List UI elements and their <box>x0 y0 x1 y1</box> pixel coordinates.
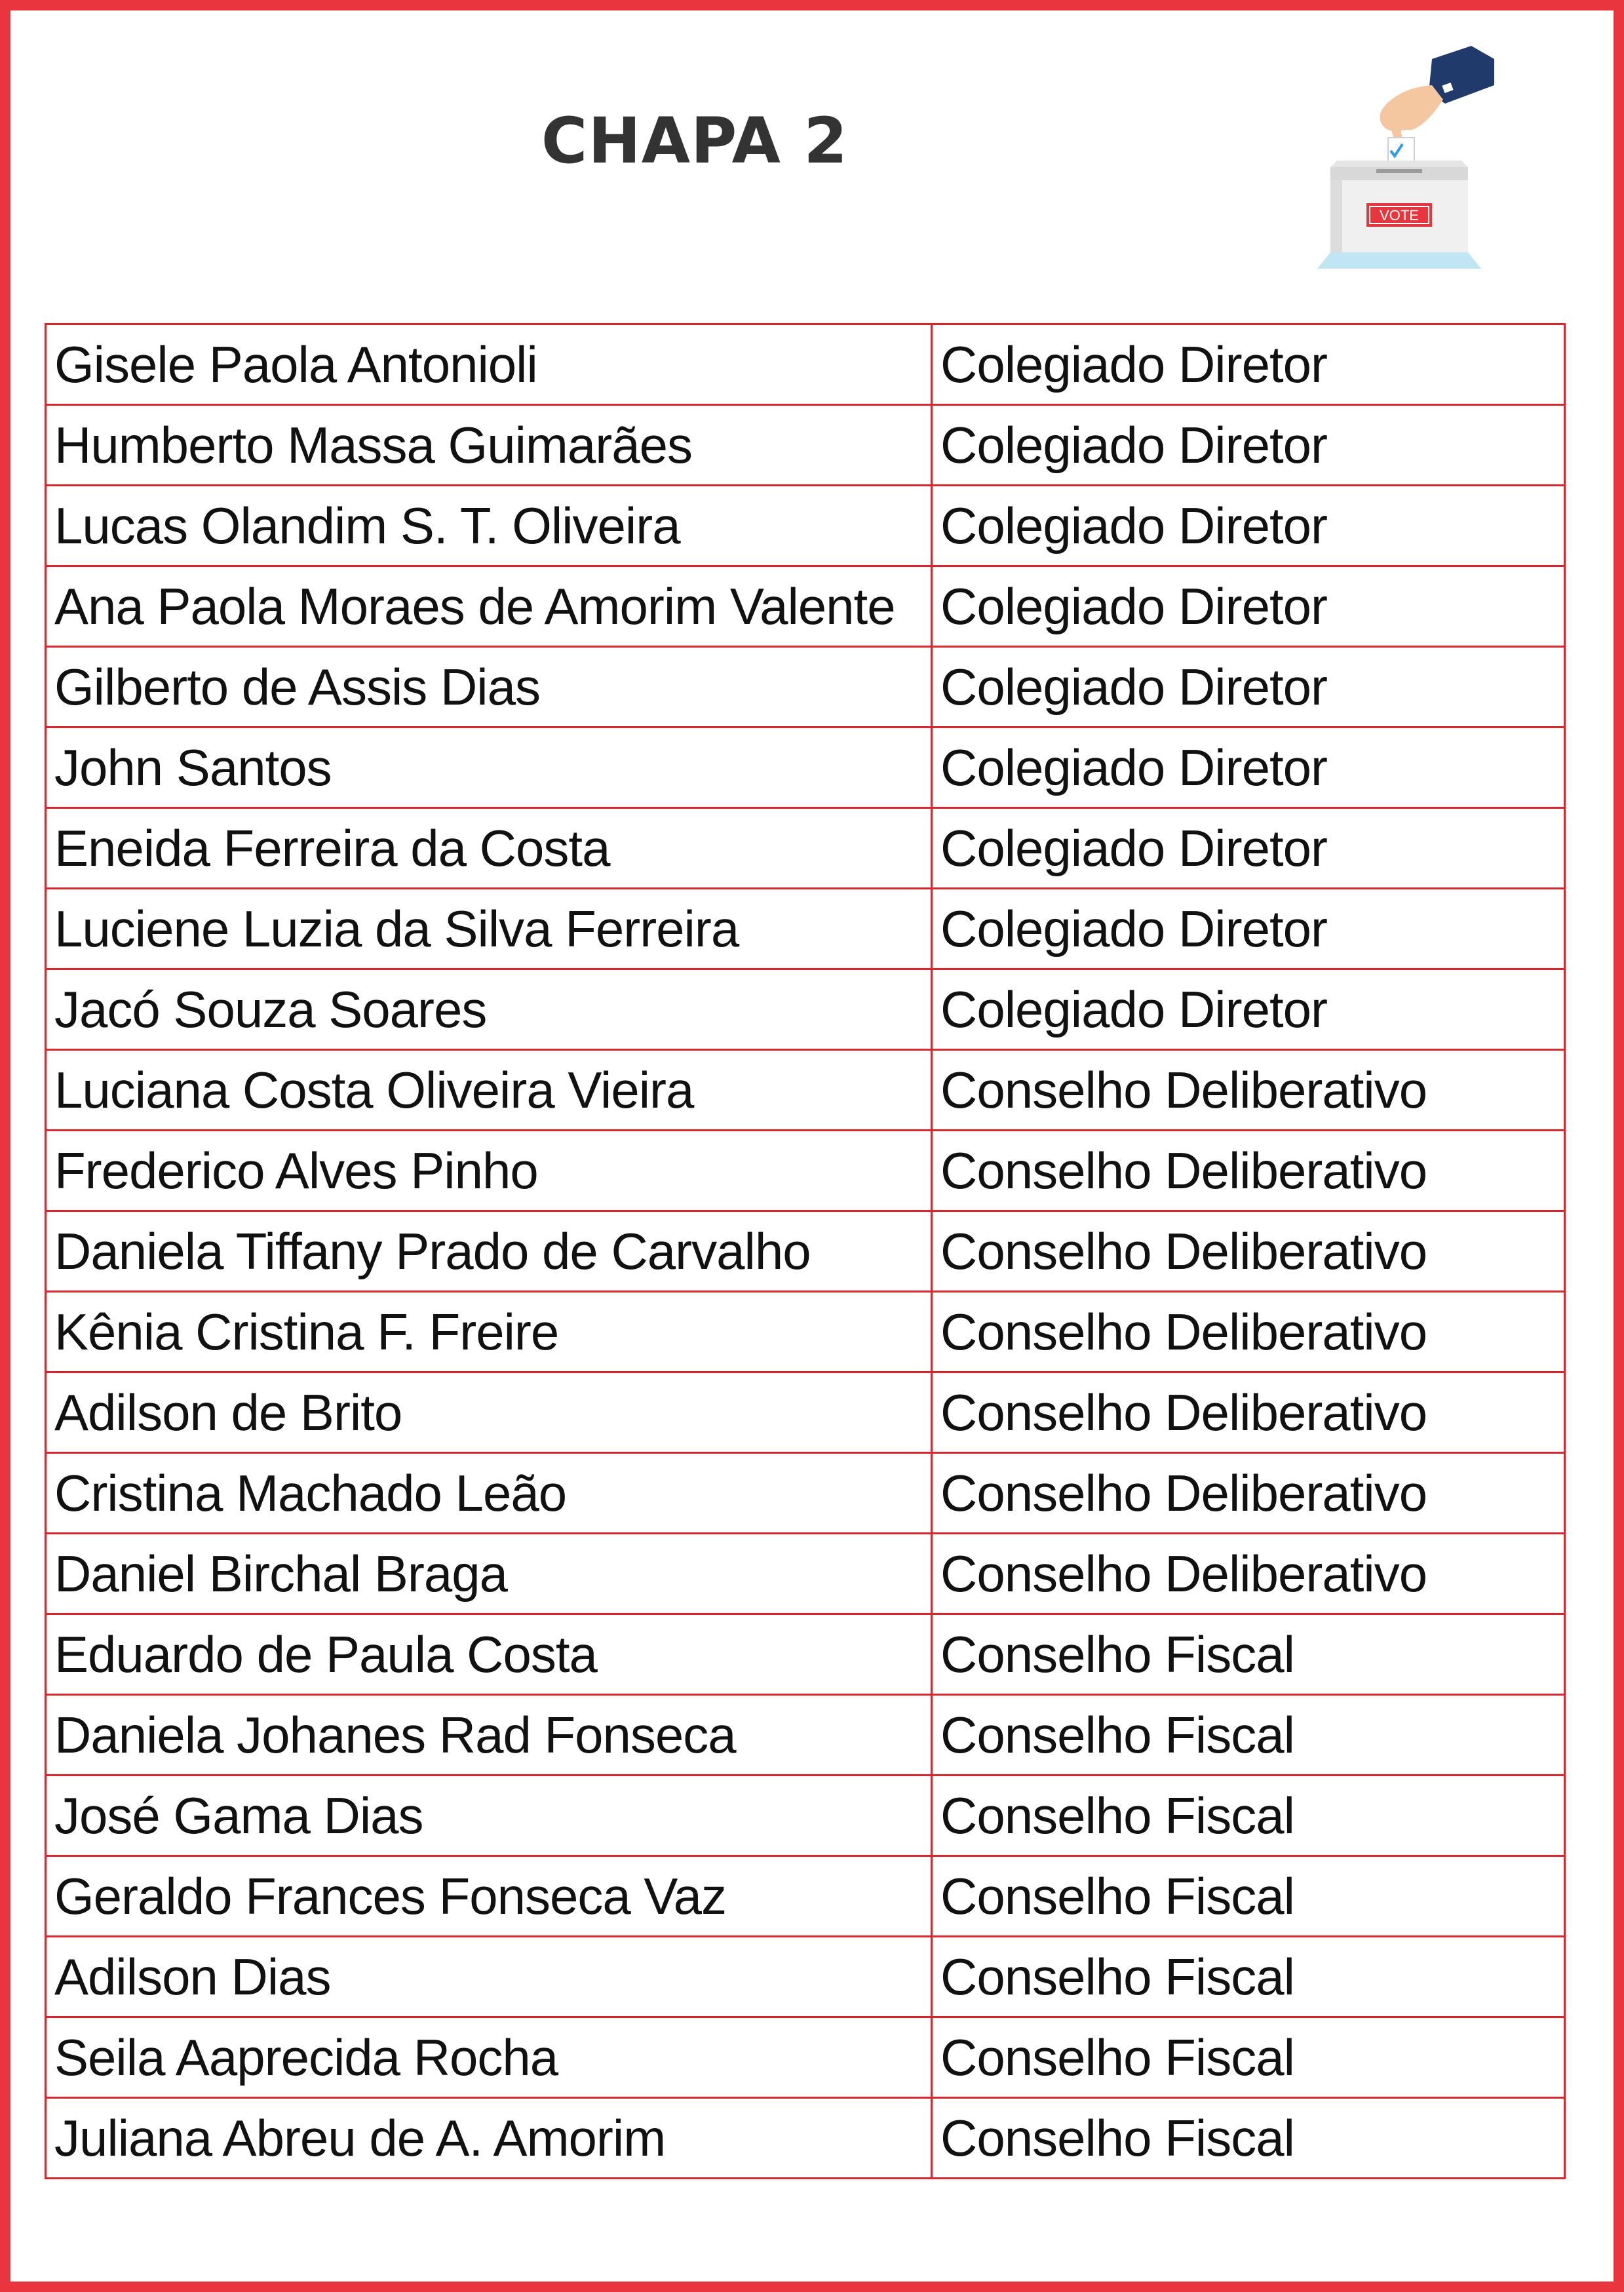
candidate-name: José Gama Dias <box>46 1776 932 1856</box>
candidate-name: John Santos <box>46 728 932 808</box>
candidate-role: Conselho Deliberativo <box>932 1211 1565 1292</box>
box-side-shape <box>1330 180 1342 252</box>
candidate-role: Conselho Deliberativo <box>932 1050 1565 1131</box>
candidate-role: Colegiado Diretor <box>932 324 1565 405</box>
table-row <box>46 647 1565 728</box>
table-row <box>46 1211 1565 1292</box>
table-row <box>46 2098 1565 2179</box>
candidate-name: Eneida Ferreira da Costa <box>46 808 932 889</box>
candidate-role: Conselho Deliberativo <box>932 1131 1565 1211</box>
table-row <box>46 808 1565 889</box>
candidate-name: Daniela Johanes Rad Fonseca <box>46 1695 932 1776</box>
candidate-role: Colegiado Diretor <box>932 728 1565 808</box>
table-row <box>46 486 1565 566</box>
candidate-role: Conselho Deliberativo <box>932 1292 1565 1372</box>
table-row <box>46 566 1565 647</box>
candidate-role: Conselho Fiscal <box>932 1776 1565 1856</box>
table-row <box>46 1372 1565 1453</box>
candidate-name: Humberto Massa Guimarães <box>46 405 932 486</box>
candidate-name: Cristina Machado Leão <box>46 1453 932 1534</box>
candidate-name: Luciana Costa Oliveira Vieira <box>46 1050 932 1131</box>
ballot-box-icon <box>1304 46 1494 275</box>
candidate-name: Jacó Souza Soares <box>46 969 932 1050</box>
candidate-name: Adilson de Brito <box>46 1372 932 1453</box>
table-row <box>46 1453 1565 1534</box>
candidate-name: Lucas Olandim S. T. Oliveira <box>46 486 932 566</box>
table-row <box>46 1614 1565 1695</box>
table-row <box>46 2017 1565 2098</box>
table-row <box>46 1695 1565 1776</box>
candidate-name: Daniela Tiffany Prado de Carvalho <box>46 1211 932 1292</box>
table-row <box>46 1776 1565 1856</box>
candidate-name: Seila Aaprecida Rocha <box>46 2017 932 2098</box>
candidate-role: Conselho Deliberativo <box>932 1372 1565 1453</box>
page-title: CHAPA 2 <box>541 104 849 178</box>
candidate-name: Frederico Alves Pinho <box>46 1131 932 1211</box>
table-row <box>46 1534 1565 1614</box>
candidate-role: Conselho Fiscal <box>932 1856 1565 1937</box>
table-row <box>46 405 1565 486</box>
table-row <box>46 1292 1565 1372</box>
table-row <box>46 1050 1565 1131</box>
candidate-role: Conselho Fiscal <box>932 1614 1565 1695</box>
candidate-role: Conselho Deliberativo <box>932 1534 1565 1614</box>
table-row <box>46 324 1565 405</box>
candidate-name: Gilberto de Assis Dias <box>46 647 932 728</box>
box-slot-shape <box>1376 169 1422 173</box>
table-row <box>46 969 1565 1050</box>
table-body <box>46 324 1565 2179</box>
candidate-name: Gisele Paola Antonioli <box>46 324 932 405</box>
vote-label-text: VOTE <box>1380 207 1419 223</box>
table-row <box>46 1937 1565 2017</box>
candidate-name: Kênia Cristina F. Freire <box>46 1292 932 1372</box>
table-row <box>46 728 1565 808</box>
candidate-role: Conselho Fiscal <box>932 2017 1565 2098</box>
candidates-table <box>45 323 1566 2179</box>
candidate-role: Colegiado Diretor <box>932 566 1565 647</box>
table-row <box>46 1131 1565 1211</box>
box-base-shape <box>1317 252 1481 269</box>
box-top-shape <box>1330 161 1468 167</box>
hand-shape <box>1380 85 1443 131</box>
table-row <box>46 1856 1565 1937</box>
candidate-name: Juliana Abreu de A. Amorim <box>46 2098 932 2179</box>
candidate-role: Colegiado Diretor <box>932 808 1565 889</box>
candidate-role: Colegiado Diretor <box>932 969 1565 1050</box>
candidate-name: Luciene Luzia da Silva Ferreira <box>46 889 932 969</box>
table-row <box>46 889 1565 969</box>
candidate-role: Colegiado Diretor <box>932 647 1565 728</box>
candidate-name: Geraldo Frances Fonseca Vaz <box>46 1856 932 1937</box>
candidate-role: Colegiado Diretor <box>932 486 1565 566</box>
candidate-name: Daniel Birchal Braga <box>46 1534 932 1614</box>
candidate-role: Conselho Fiscal <box>932 1937 1565 2017</box>
candidate-role: Colegiado Diretor <box>932 889 1565 969</box>
candidate-name: Adilson Dias <box>46 1937 932 2017</box>
candidate-name: Eduardo de Paula Costa <box>46 1614 932 1695</box>
candidate-name: Ana Paola Moraes de Amorim Valente <box>46 566 932 647</box>
candidate-role: Colegiado Diretor <box>932 405 1565 486</box>
candidate-role: Conselho Deliberativo <box>932 1453 1565 1534</box>
candidate-role: Conselho Fiscal <box>932 1695 1565 1776</box>
candidate-role: Conselho Fiscal <box>932 2098 1565 2179</box>
